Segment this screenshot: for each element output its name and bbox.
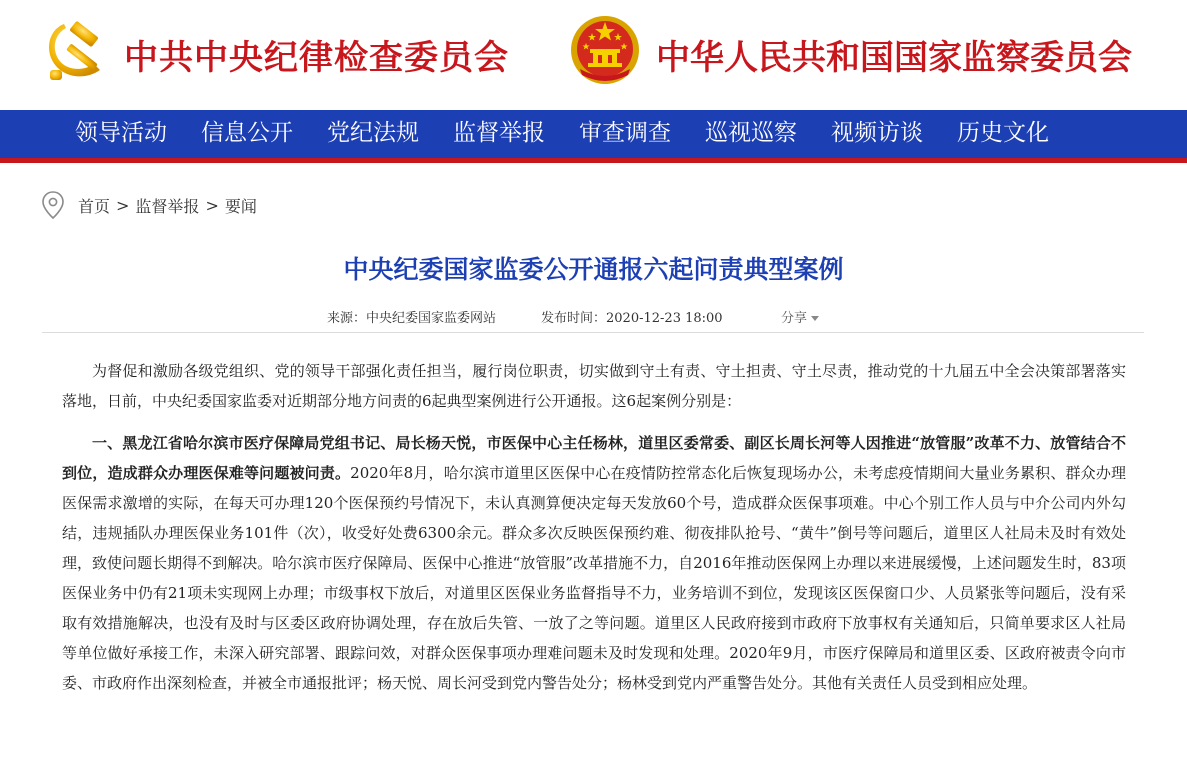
breadcrumb-current-link[interactable]: 要闻 bbox=[224, 196, 257, 216]
chevron-down-icon bbox=[811, 316, 819, 321]
time-label: 发布时间： bbox=[541, 311, 607, 326]
time-value: 2020-12-23 18:00 bbox=[606, 311, 723, 326]
source-label: 来源： bbox=[327, 311, 367, 326]
share-dropdown[interactable] bbox=[781, 307, 819, 326]
article-title: 中央纪委国家监委公开通报六起问责典型案例 bbox=[343, 255, 844, 284]
nav-item-supervision-report[interactable]: 监督举报 bbox=[453, 120, 545, 146]
national-emblem-icon[interactable] bbox=[568, 13, 642, 87]
article-publish-time bbox=[541, 307, 723, 326]
right-site-title[interactable]: 中华人民共和国国家监察委员会 bbox=[656, 38, 1132, 78]
breadcrumb-separator: > bbox=[116, 195, 130, 215]
breadcrumb-section-link[interactable]: 监督举报 bbox=[135, 196, 200, 216]
article-paragraph-intro: 为督促和激励各级党组织、党的领导干部强化责任担当，履行岗位职责，切实做到守土有责、守土担责、守土尽责，推动党的十九届五中全会决策部署落实落地，日前，中央纪委国家监委对近期部分地方问责的6起典型案例进行公开通报。这6起案例分别是： bbox=[62, 362, 1126, 410]
breadcrumb-home-link[interactable]: 首页 bbox=[78, 196, 111, 216]
nav-item-inspection[interactable]: 巡视巡察 bbox=[705, 120, 797, 146]
breadcrumb bbox=[40, 188, 257, 222]
case-1-heading: 一、黑龙江省哈尔滨市医疗保障局党组书记、局长杨天悦，市医保中心主任杨林，道里区委常委、副区长周长河等人因推进“放管服”改革不力、放管结合不到位，造成群众办理医保难等问题被问责。 bbox=[62, 434, 1126, 482]
nav-item-regulations[interactable]: 党纪法规 bbox=[327, 120, 419, 146]
article-paragraph-case-1 bbox=[62, 428, 1126, 698]
nav-list bbox=[0, 110, 1187, 156]
main-nav bbox=[0, 110, 1187, 163]
nav-item-history-culture[interactable]: 历史文化 bbox=[957, 120, 1049, 146]
left-site-title[interactable]: 中共中央纪律检查委员会 bbox=[124, 38, 509, 78]
breadcrumb-separator: > bbox=[205, 195, 219, 215]
nav-item-info-disclosure[interactable]: 信息公开 bbox=[201, 120, 293, 146]
nav-item-video-interview[interactable]: 视频访谈 bbox=[831, 120, 923, 146]
party-emblem-icon[interactable] bbox=[42, 18, 112, 84]
nav-item-leadership[interactable]: 领导活动 bbox=[75, 120, 167, 146]
article-body bbox=[62, 356, 1126, 710]
site-header bbox=[0, 0, 1187, 110]
source-value: 中央纪委国家监委网站 bbox=[366, 311, 497, 326]
article-source bbox=[327, 307, 496, 326]
case-1-body: 2020年8月，哈尔滨市道里区医保中心在疫情防控常态化后恢复现场办公，未考虑疫情期间大量业务累积、群众办理医保需求激增的实际，在每天可办理120个医保预约号情况下，未认真测算便决定每天发放60个号，造成群众医保事项难。中心个别工作人员与中介公司内外勾结，违规插队办理医保业务101件（次），收受好处费6300余元。群众多次反映医保预约难、彻夜排队抢号、“黄牛”倒号等问题后，道里区人社局未及时有效处理，致使问题长期得不到解决。哈尔滨市医疗保障局、医保中心推进“放管服”改革措施不力，自2016年推动医保网上办理以来进展缓慢，上述问题发生时，83项医保业务中仍有21项未实现网上办理；市级事权下放后，对道里区医保业务监督指导不力，业务培训不到位，发现该区医保窗口少、人员紧张等问题后，没有采取有效措施解决，也没有及时与区委区政府协调处理，存在放后失管、一放了之等问题。道里区人民政府接到市政府下放事权有关通知后，只简单要求区人社局等单位做好承接工作，未深入研究部署、跟踪问效，对群众医保事项办理难问题未及时发现和处理。2020年9月，市医疗保障局和道里区委、区政府被责令向市委、市政府作出深刻检查，并被全市通报批评；杨天悦、周长河受到党内警告处分；杨林受到党内严重警告处分。其他有关责任人员受到相应处理。 bbox=[62, 464, 1126, 692]
meta-divider bbox=[42, 332, 1144, 333]
share-label: 分享 bbox=[781, 311, 808, 326]
location-pin-icon bbox=[40, 190, 66, 220]
nav-item-investigation[interactable]: 审查调查 bbox=[579, 120, 671, 146]
